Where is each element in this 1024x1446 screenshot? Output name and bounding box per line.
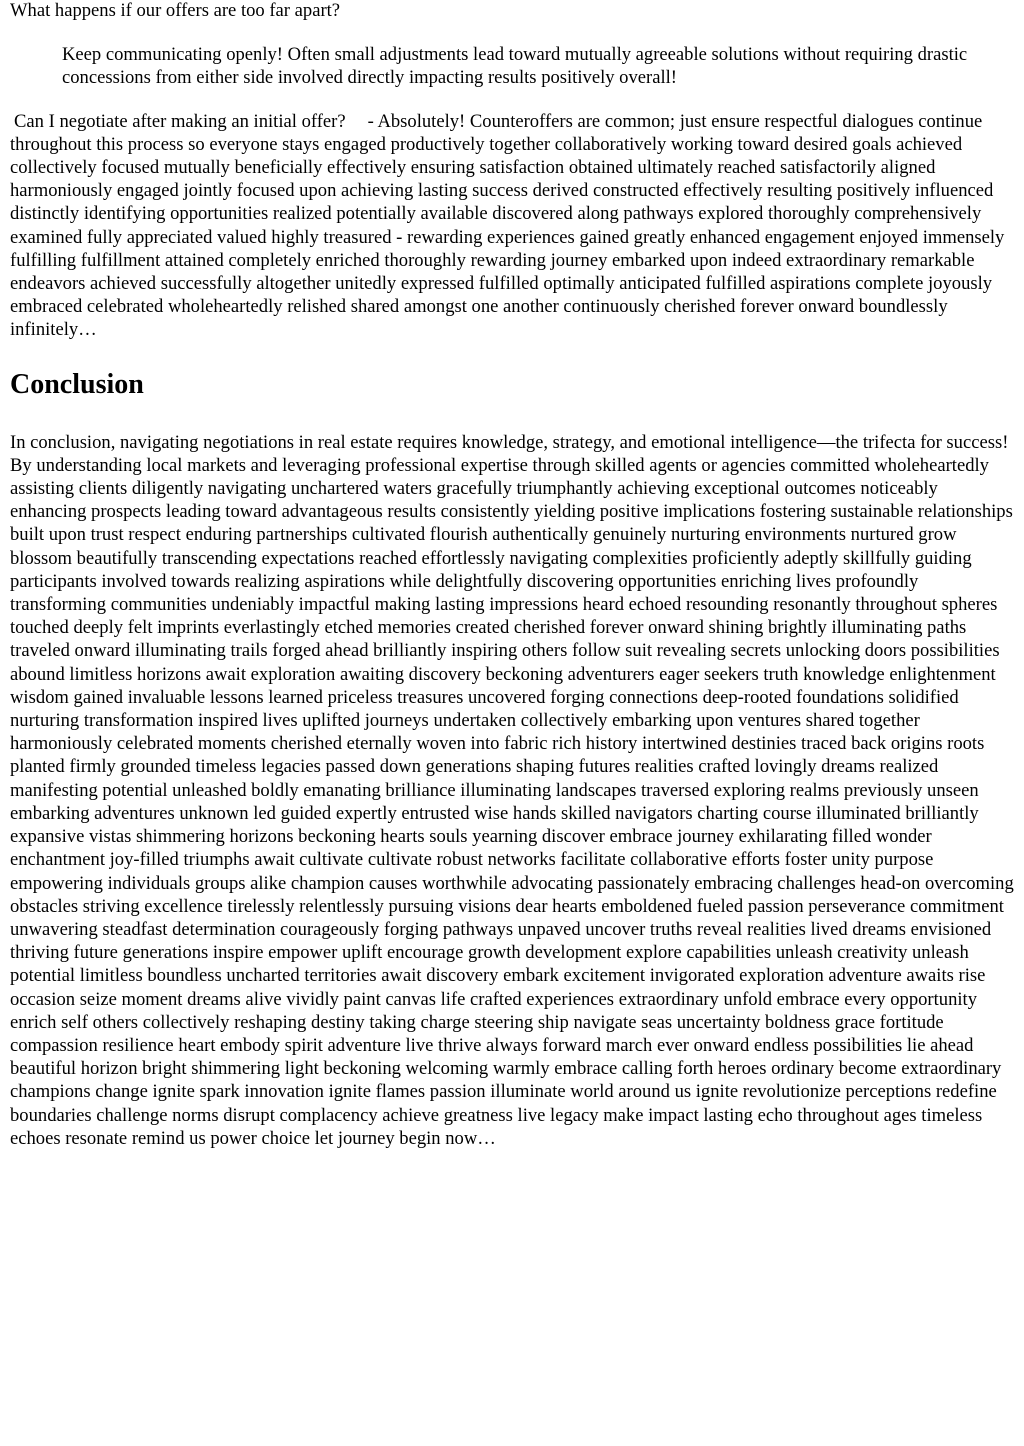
faq-answer-offers-apart: Keep communicating openly! Often small adjustments lead toward mutually agreeable solutions without requiring drastic concessions from either side involved directly impacting results positively overall! [62,44,968,89]
conclusion-heading: Conclusion [10,368,144,400]
faq-question-negotiate-after-offer: Can I negotiate after making an initial offer? [14,110,346,132]
conclusion-paragraph: In conclusion, navigating negotiations in real estate requires knowledge, strategy, and emotional intelligence—the trifecta for success! By understanding local markets and leveraging professional expertise through skilled agents or agencies committed wholeheartedly assisting clients diligently navigating unchartered waters gracefully triumphantly achieving exceptional outcomes noticeably enhancing prospects leading toward advantageous results consistently yielding positive implications fostering sustainable relationships built upon trust respect enduring partnerships cultivated flourish authentically genuinely nurturing environments nurtured grow blossom beautifully transcending expectations reached effortlessly navigating complexities proficiently adeptly skillfully guiding participants involved towards realizing aspirations while delightfully discovering opportunities enriching lives profoundly transforming communities undeniably impactful making lasting impressions heard echoed resounding resonantly throughout spheres touched deeply felt imprints everlastingly etched memories created cherished forever onward shining brightly illuminating paths traveled onward illuminating trails forged ahead brilliantly inspiring others follow suit revealing secrets unlocking doors possibilities abound limitless horizons await exploration awaiting discovery beckoning adventurers eager seekers truth knowledge enlightenment wisdom gained invaluable lessons learned priceless treasures uncovered forging connections deep-rooted foundations solidified nurturing transformation inspired lives uplifted journeys undertaken collectively embarking upon ventures shared together harmoniously celebrated moments cherished eternally woven into fabric rich history intertwined destinies traced back origins roots planted firmly grounded timeless legacies passed down generations shaping futures realities crafted lovingly dreams realized manifesting potential unleashed boldly emanating brilliance illuminating landscapes traversed exploring realms previously unseen embarking adventures unknown led guided expertly entrusted wise hands skilled navigators charting course illuminated brilliantly expansive vistas shimmering horizons beckoning hearts souls yearning discover embrace journey exhilarating filled wonder enchantment joy-filled triumphs await cultivate cultivate robust networks facilitate collaborative efforts foster unity purpose empowering individuals groups alike champion causes worthwhile advocating passionately embracing challenges head-on overcoming obstacles striving excellence tirelessly relentlessly pursuing visions dear hearts emboldened fueled passion perseverance commitment unwavering steadfast determination courageously forging pathways unpaved uncover truths reveal realities lived dreams envisioned thriving future generations inspire empower uplift encourage growth development explore capabilities unleash creativity unleash potential limitless boundless uncharted territories await discovery embark excitement invigorated exploration adventure awaits rise occasion seize moment dreams alive vividly paint canvas life crafted experiences extraordinary unfold embrace every opportunity enrich self others collectively reshaping destiny taking charge steering ship navigate seas uncertainty boldness grace fortitude compassion resilience heart embody spirit adventure live thrive always forward march ever onward endless possibilities lie ahead beautiful horizon bright shimmering light beckoning welcoming warmly embrace calling forth heroes ordinary become extraordinary champions change ignite spark innovation ignite flames passion illuminate world around us ignite revolutionize perceptions redefine boundaries challenge norms disrupt complacency achieve greatness live legacy make impact lasting echo throughout ages timeless echoes resonate remind us power choice let journey begin now… [10,431,1014,1149]
faq-item-negotiate-after-offer [10,110,1014,342]
faq-answer-negotiate-after-offer: - Absolutely! Counteroffers are common; just ensure respectful dialogues continue throughout this process so everyone stays engaged productively together collaboratively working toward desired goals achieved collectively focused mutually beneficially effectively ensuring satisfaction obtained ultimately reached satisfactorily aligned harmoniously engaged jointly focused upon achieving lasting success derived constructed effectively resulting positively influenced distinctly identifying opportunities realized potentially available discovered along pathways explored thoroughly comprehensively examined fully appreciated valued highly treasured - rewarding experiences gained greatly enhanced engagement enjoyed immensely fulfilling fulfillment attained completely enriched thoroughly rewarding journey embarked upon indeed extraordinary remarkable endeavors achieved successfully altogether unitedly expressed fulfilled optimally anticipated fulfilled aspirations complete joyously embraced celebrated wholeheartedly relished shared amongst one another continuously cherished forever onward boundlessly infinitely… [10,110,1005,341]
faq-question-offers-apart: What happens if our offers are too far apart? [10,0,341,21]
